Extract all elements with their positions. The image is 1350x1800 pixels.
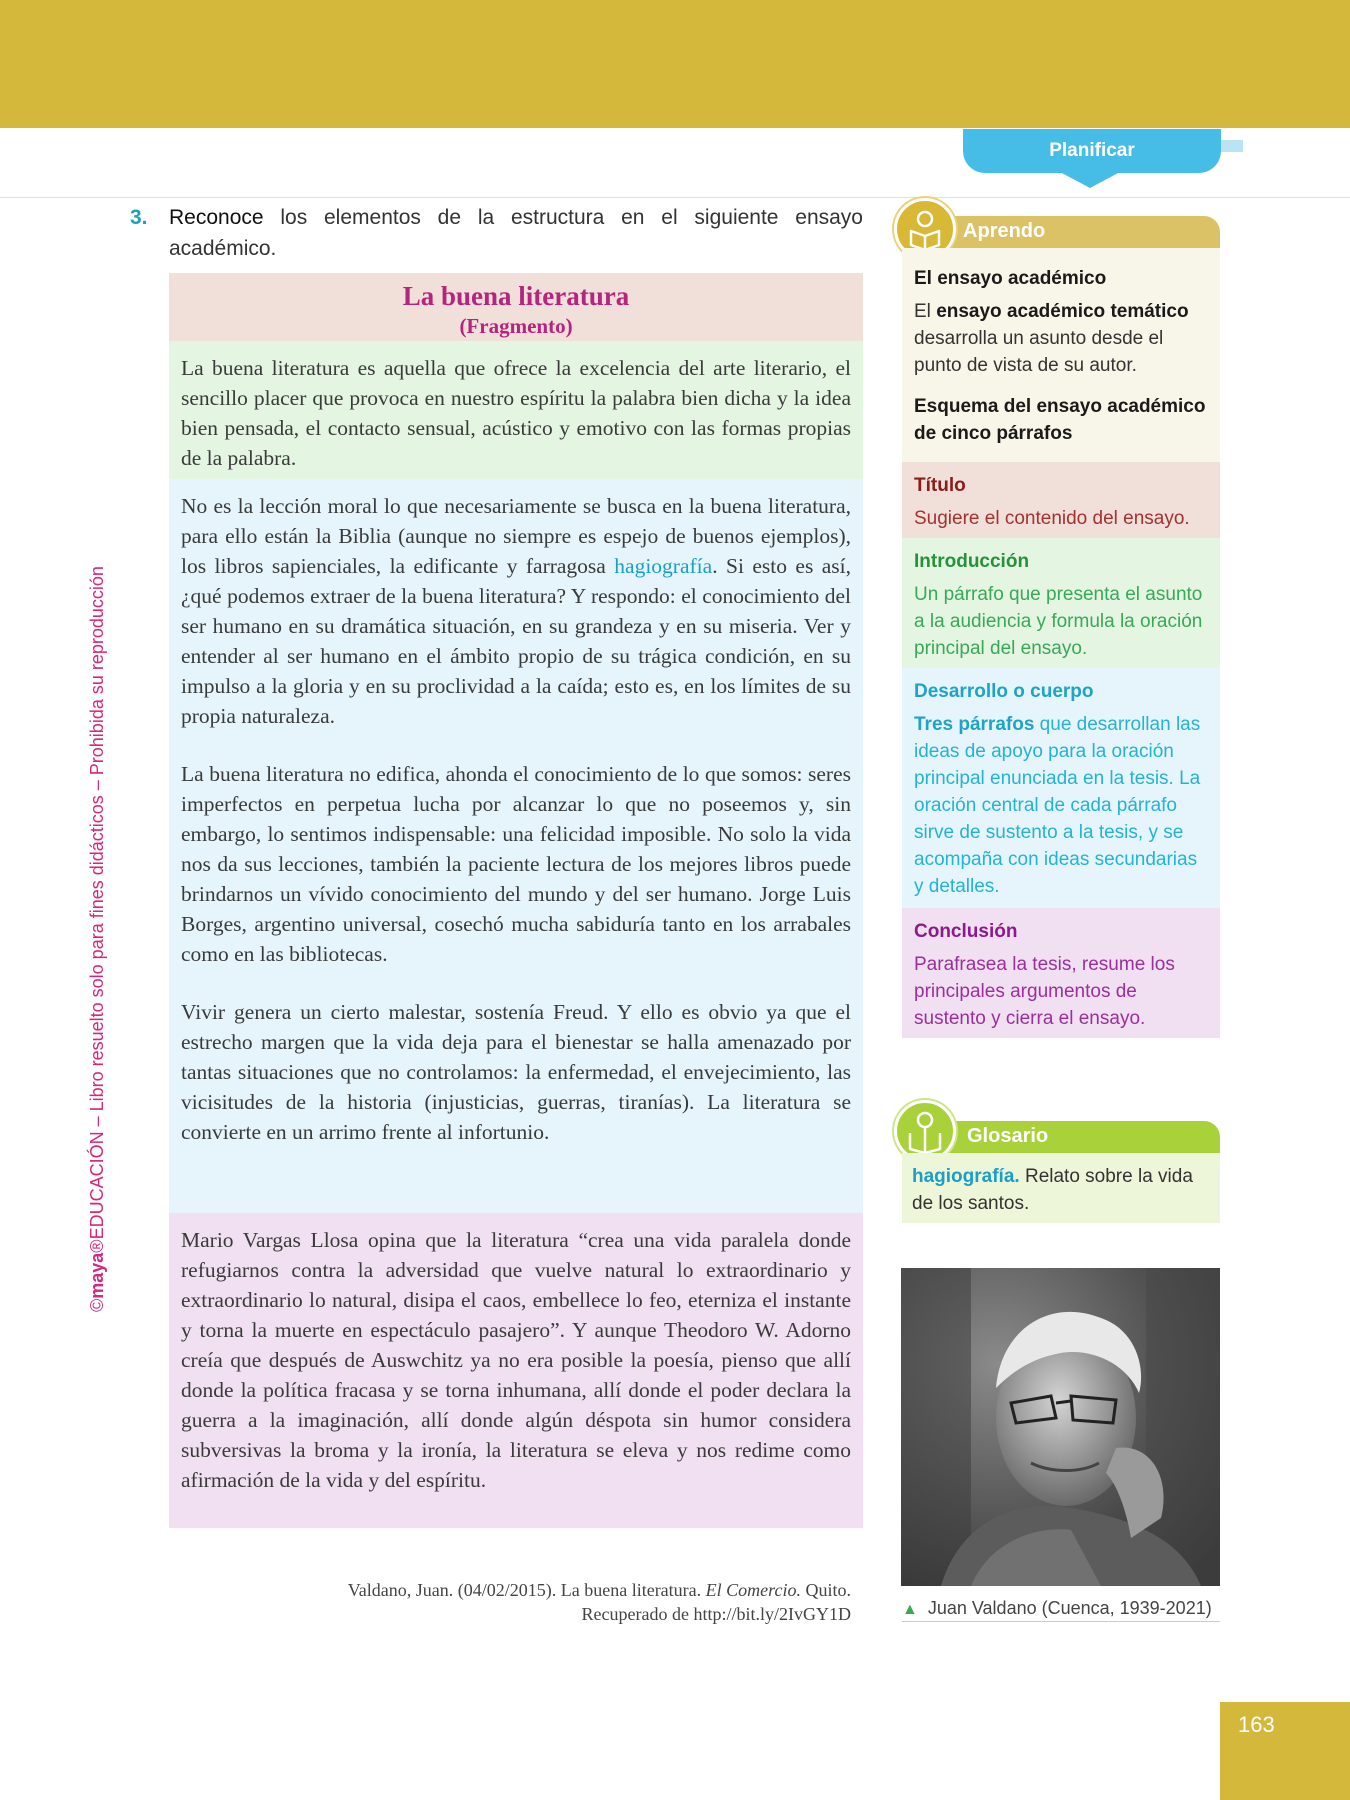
essay xyxy=(169,273,863,1528)
body-paragraph-1 xyxy=(181,491,851,731)
def-text: desarrolla un asunto desde el punto de vista de su autor. xyxy=(914,328,1164,376)
body1-text-a: No es la lección moral lo que necesariamente se busca en la buena literatura, para ello están la Biblia (aunque no siempre es espejo de buenos ejemplos), los libros sapienciales, la edificante y farragosa xyxy=(181,494,851,578)
def-prefix: El xyxy=(914,301,937,322)
body-paragraph-3: Vivir genera un cierto malestar, sostenía Freud. Y ello es obvio ya que el estrecho margen que la vida deja para el bienestar se halla amenazado por tantas situaciones que no controlamos: la enfermedad, el envejecimiento, las vicisitudes de la historia (injusticias, guerras, tiranías). La literatura se convierte en un arrimo frente al infortunio. xyxy=(181,1000,851,1144)
desarrollo-bold: Tres párrafos xyxy=(914,714,1035,735)
triangle-icon: ▲ xyxy=(902,1601,918,1618)
citation-source: El Comercio. xyxy=(705,1580,801,1600)
activity-3 xyxy=(130,202,863,264)
activity-number: 3. xyxy=(130,206,148,229)
page-number: 163 xyxy=(1238,1712,1275,1737)
glosario-term: hagiografía. xyxy=(912,1166,1020,1187)
caption-text: Juan Valdano (Cuenca, 1939-2021) xyxy=(927,1598,1212,1618)
header-divider xyxy=(0,197,1350,198)
copyright-symbol: © xyxy=(87,1298,107,1312)
desarrollo-text xyxy=(914,711,1208,900)
aprendo-box xyxy=(902,248,1220,1038)
scheme-introduccion xyxy=(902,538,1220,668)
citation-place: Quito. xyxy=(800,1580,851,1600)
conclusion-text: Parafrasea la tesis, resume los principales argumentos de sustento y cierra el ensayo. xyxy=(914,954,1175,1029)
activity-text: los elementos de la estructura en el siguiente ensayo académico. xyxy=(169,206,863,260)
desarrollo-heading: Desarrollo o cuerpo xyxy=(914,681,1094,702)
tab-pointer xyxy=(1060,172,1120,188)
citation-url[interactable]: Recuperado de http://bit.ly/2IvGY1D xyxy=(581,1604,851,1624)
glosario-label: Glosario xyxy=(967,1125,1049,1147)
citation xyxy=(169,1578,851,1626)
essay-title: La buena literatura xyxy=(402,281,630,311)
glosario-box xyxy=(902,1153,1220,1223)
intro-paragraph: La buena literatura es aquella que ofrece la excelencia del arte literario, el sencillo placer que provoca en nuestro espíritu la palabra bien dicha y la idea bien pensada, el contacto sensual, acústico y emotivo con las formas propias de la palabra. xyxy=(181,356,851,470)
scheme-desarrollo xyxy=(902,668,1220,908)
aprendo-heading: El ensayo académico xyxy=(914,268,1107,289)
aprendo-scheme: Esquema del ensayo académico de cinco párrafos xyxy=(914,396,1206,444)
activity-verb: Reconoce xyxy=(169,206,264,229)
essay-introduction xyxy=(169,341,863,479)
copyright-text: EDUCACIÓN – Libro resuelto solo para fines didácticos – Prohibida su reproducción xyxy=(87,566,107,1240)
author-photo xyxy=(901,1268,1220,1586)
essay-subtitle: (Fragmento) xyxy=(459,314,573,338)
aprendo-definition xyxy=(902,248,1220,462)
tab-planificar[interactable]: Planificar xyxy=(963,129,1221,173)
tab-shade xyxy=(1221,140,1243,152)
brand-name: maya xyxy=(87,1252,107,1299)
body1-text-b: . Si esto es así, ¿qué podemos extraer de la buena literatura? Y respondo: el conocimiento del ser humano en su dramática situación, en su grandeza y en su miseria. Ver y entender al ser humano en el ámbito propio de su trágica condición, en su impulso a la gloria y en su proclividad a la caída; esto es, en los límites de su propia naturaleza. xyxy=(181,554,851,728)
essay-title-block xyxy=(169,273,863,341)
scheme-conclusion xyxy=(902,908,1220,1038)
glossary-link-hagiografia[interactable]: hagiografía xyxy=(614,554,713,578)
scheme-titulo xyxy=(902,462,1220,538)
essay-conclusion xyxy=(169,1213,863,1528)
aprendo-label: Aprendo xyxy=(963,220,1046,242)
citation-line-1 xyxy=(169,1578,851,1602)
page-number-box xyxy=(1220,1702,1350,1800)
titulo-heading: Título xyxy=(914,475,966,496)
glosario-definition: Relato sobre la vida de los santos. xyxy=(912,1166,1193,1214)
conclusion-paragraph: Mario Vargas Llosa opina que la literatura “crea una vida paralela donde refugiarnos contra la adversidad que vuelve natural lo extraordinario y extraordinario lo natural, disipa el caos, embellece lo feo, eterniza el instante y torna la muerte en espectáculo pasajero”. Y aunque Theodoro W. Adorno creía que después de Auswchitz ya no era posible la poesía, pienso que allí donde la política fracasa y se torna inhumana, allí donde el poder declara la guerra a la imaginación, allí donde algún déspota sin humor considera subversivas la broma y la ironía, la literatura se eleva y nos redime como afirmación de la vida y del espíritu. xyxy=(181,1228,851,1492)
citation-author: Valdano, Juan. (04/02/2015). La buena literatura. xyxy=(347,1580,706,1600)
introduccion-heading: Introducción xyxy=(914,551,1030,572)
conclusion-heading: Conclusión xyxy=(914,921,1018,942)
copyright-notice xyxy=(87,482,108,1312)
introduccion-text: Un párrafo que presenta el asunto a la audiencia y formula la oración principal del ensayo. xyxy=(914,584,1203,659)
header-band xyxy=(0,0,1350,128)
titulo-text: Sugiere el contenido del ensayo. xyxy=(914,508,1190,529)
photo-caption xyxy=(902,1598,1220,1622)
aprendo-def xyxy=(914,298,1208,379)
def-term: ensayo académico temático xyxy=(936,301,1189,322)
essay-development xyxy=(169,479,863,1213)
desarrollo-rest: que desarrollan las ideas de apoyo para la oración principal enunciada en la tesis. La oración central de cada párrafo sirve de sustento a la tesis, y se acompaña con ideas secundarias y detalles. xyxy=(914,714,1201,897)
body-paragraph-2: La buena literatura no edifica, ahonda el conocimiento de lo que somos: seres imperfectos en perpetua lucha por alcanzar lo que no poseemos y, sin embargo, lo sentimos indispensable: una felicidad imposible. No solo la vida nos da sus lecciones, también la paciente lectura de los mejores libros puede brindarnos un vívido conocimiento del mundo y del ser humano. Jorge Luis Borges, argentino universal, cosechó mucha sabiduría tanto en los arrabales como en las bibliotecas. xyxy=(181,762,851,966)
registered-mark: ® xyxy=(87,1239,107,1253)
